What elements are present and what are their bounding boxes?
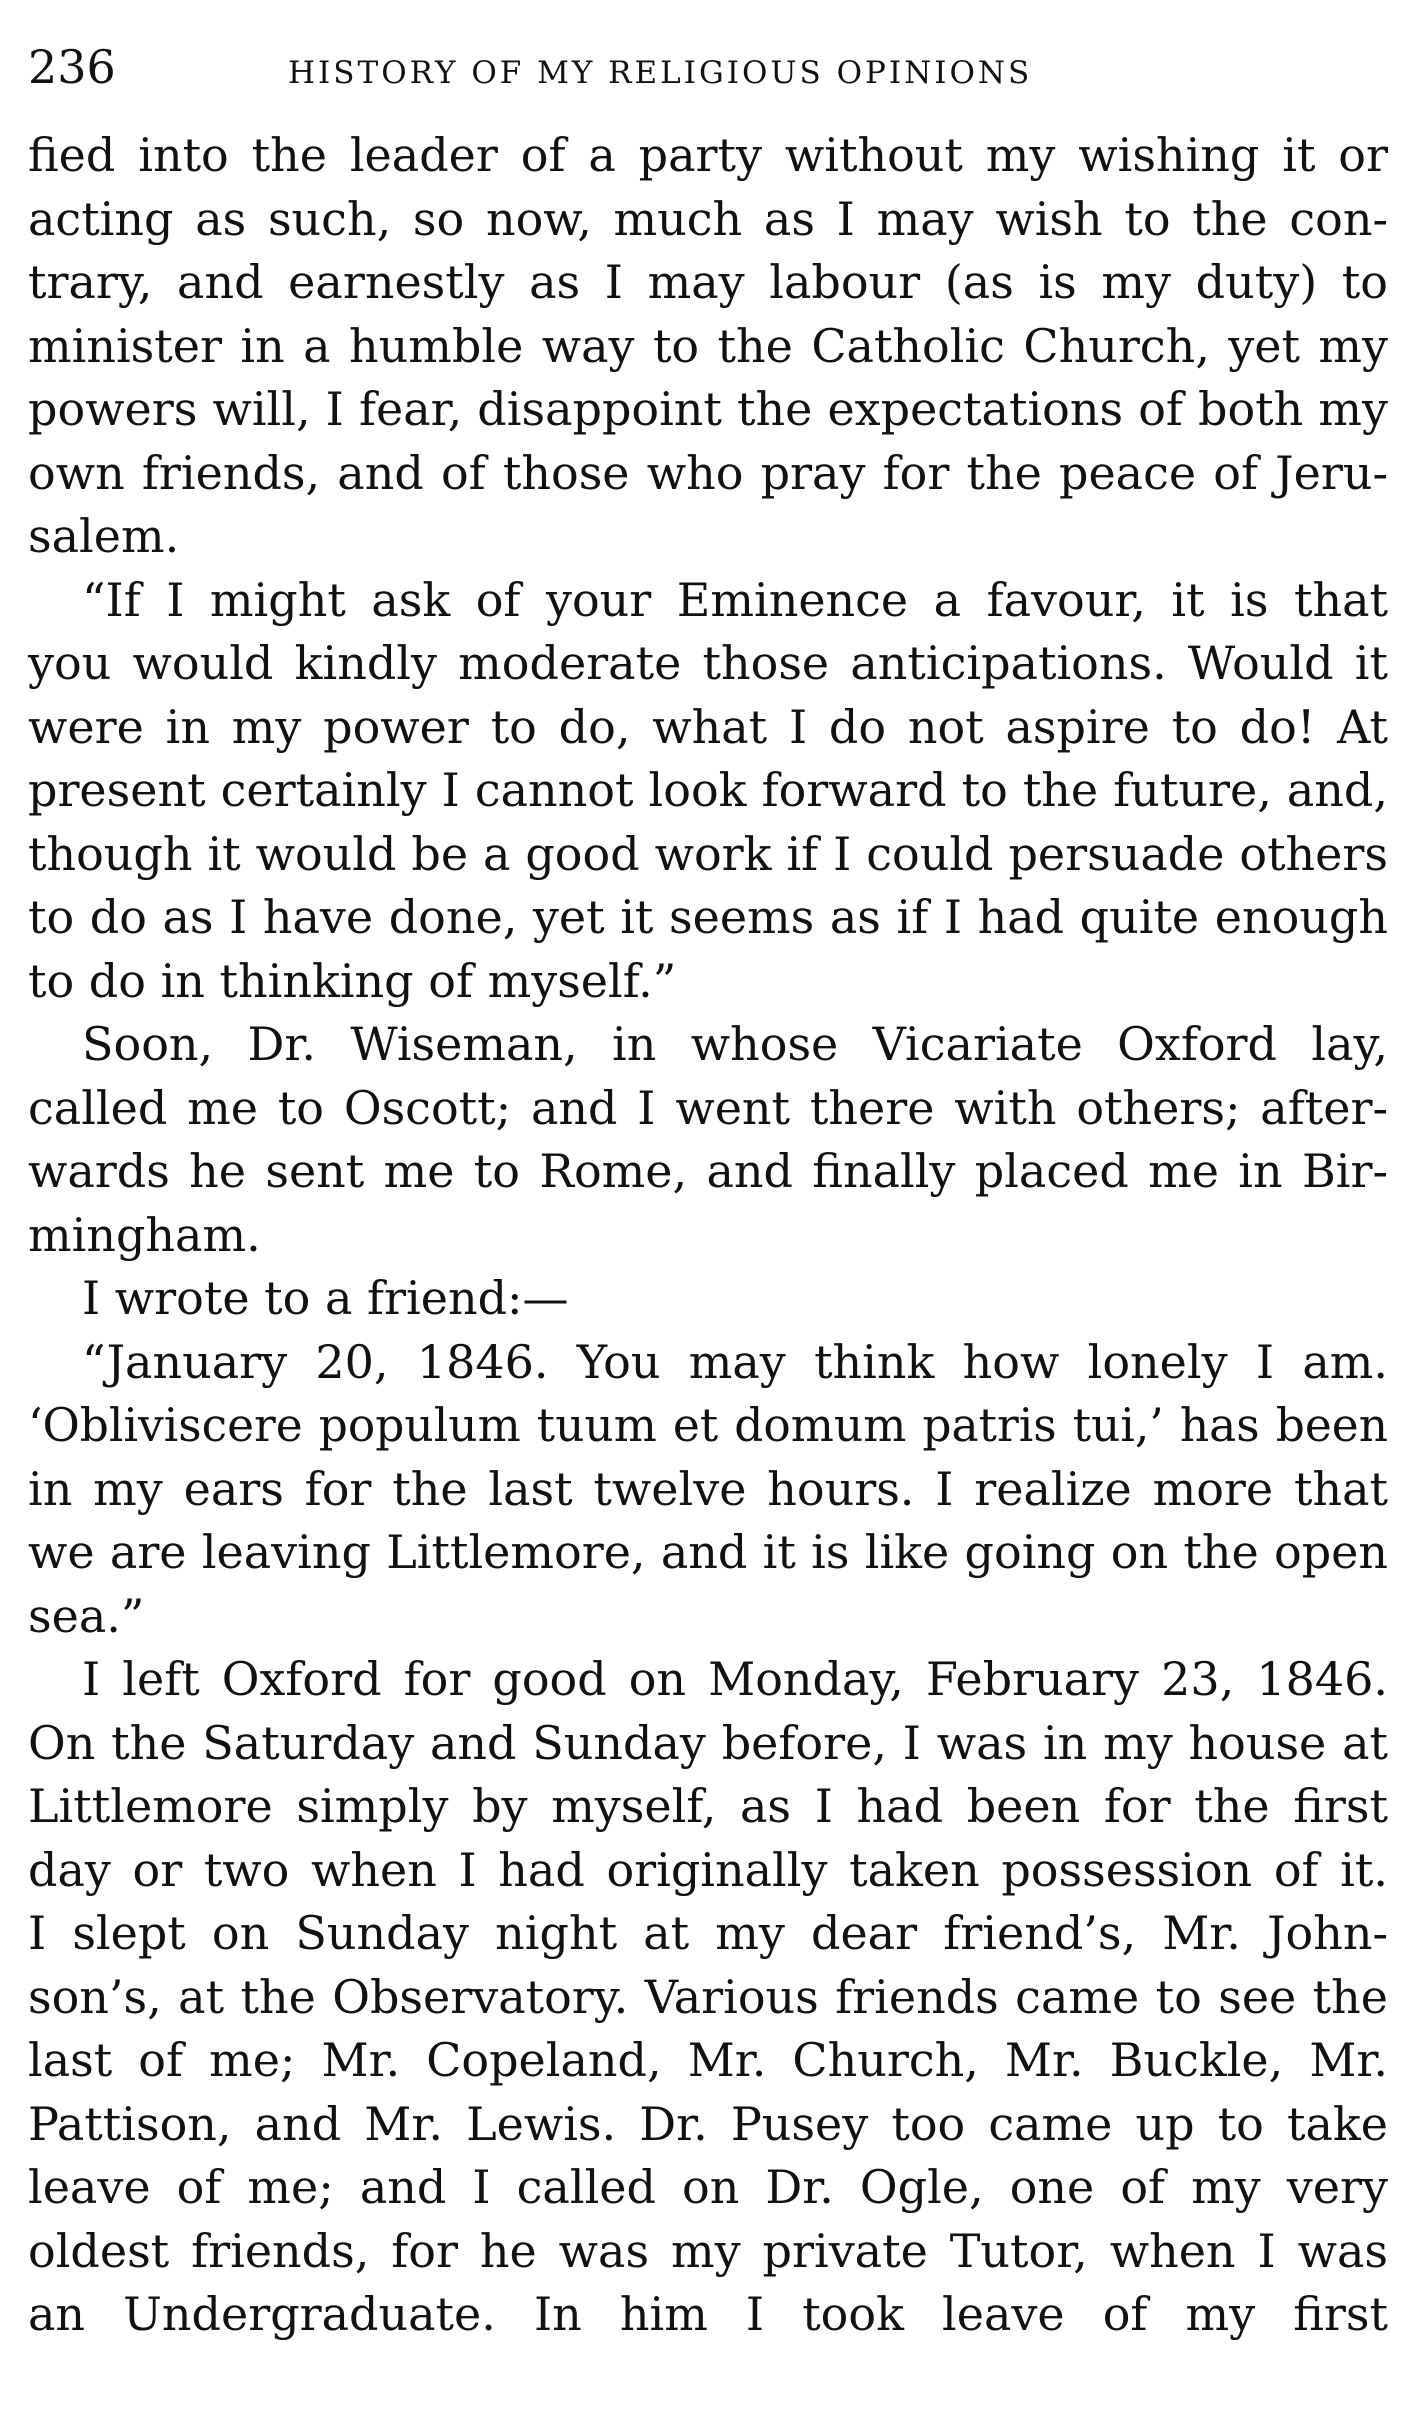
text-line: salem.: [28, 509, 180, 563]
text-line: minister in a humble way to the Catholic Church, yet my: [28, 318, 1388, 373]
text-line: Pattison, and Mr. Lewis. Dr. Pusey too came up to take: [28, 2096, 1388, 2151]
text-line: mingham.: [28, 1207, 261, 1262]
text-line: oldest friends, for he was my private Tutor, when I was: [28, 2223, 1388, 2278]
text-line: last of me; Mr. Copeland, Mr. Church, Mr. Buckle, Mr.: [28, 2033, 1388, 2087]
text-line: sea.”: [28, 1588, 145, 1643]
text-line: to do as I have done, yet it seems as if I had quite enough: [28, 890, 1388, 944]
text-line: I wrote to a friend:—: [82, 1271, 569, 1325]
text-line: Soon, Dr. Wiseman, in whose Vicariate Oxford lay,: [82, 1017, 1388, 1071]
text-line: wards he sent me to Rome, and finally placed me in Bir-: [28, 1144, 1388, 1198]
text-line: I left Oxford for good on Monday, February 23, 1846.: [82, 1652, 1388, 1706]
text-line: Littlemore simply by myself, as I had been for the first: [28, 1779, 1388, 1833]
text-line: On the Saturday and Sunday before, I was in my house at: [28, 1715, 1388, 1770]
text-line: own friends, and of those who pray for the peace of Jeru-: [28, 445, 1388, 500]
book-page: [28, 40, 1388, 2347]
text-line: called me to Oscott; and I went there with others; after-: [28, 1080, 1388, 1135]
text-line: to do in thinking of myself.”: [28, 953, 677, 1008]
text-line: an Undergraduate. In him I took leave of my first: [28, 2287, 1388, 2341]
text-line: you would kindly moderate those anticipations. Would it: [28, 636, 1388, 690]
text-line: leave of me; and I called on Dr. Ogle, one of my very: [28, 2160, 1388, 2214]
text-line: acting as such, so now, much as I may wish to the con-: [28, 191, 1388, 246]
running-head: [28, 40, 1388, 110]
text-line: trary, and earnestly as I may labour (as is my duty) to: [28, 255, 1388, 309]
page-number: 236: [28, 40, 116, 94]
text-line: though it would be a good work if I could persuade others: [28, 826, 1388, 881]
text-line: present certainly I cannot look forward to the future, and,: [28, 763, 1388, 817]
text-line: I slept on Sunday night at my dear friend’s, Mr. John-: [28, 1906, 1388, 1960]
text-line: fied into the leader of a party without my wishing it or: [28, 128, 1388, 182]
running-title: HISTORY OF MY RELIGIOUS OPINIONS: [288, 55, 1033, 91]
text-line: ‘Obliviscere populum tuum et domum patris tui,’ has been: [28, 1399, 1388, 1452]
text-line: powers will, I fear, disappoint the expectations of both my: [28, 382, 1388, 436]
text-line: “January 20, 1846. You may think how lonely I am.: [82, 1334, 1388, 1389]
text-line: “If I might ask of your Eminence a favour, it is that: [82, 572, 1388, 627]
text-line: were in my power to do, what I do not aspire to do! At: [28, 699, 1388, 754]
body-text: [28, 124, 1388, 2347]
text-line: day or two when I had originally taken possession of it.: [28, 1842, 1388, 1897]
text-line: son’s, at the Observatory. Various friends came to see the: [28, 1969, 1388, 2024]
text-line: in my ears for the last twelve hours. I realize more that: [28, 1461, 1388, 1516]
text-line: we are leaving Littlemore, and it is like going on the open: [28, 1525, 1388, 1579]
